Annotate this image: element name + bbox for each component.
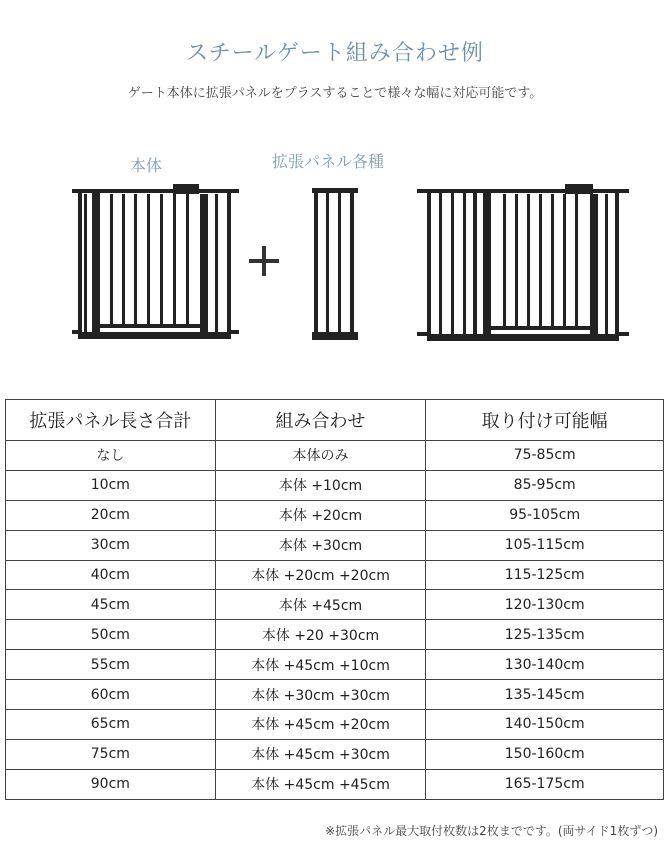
combination-table: [5, 399, 664, 800]
table-row: [6, 769, 664, 799]
cell-panel-length: 40cm: [6, 560, 216, 590]
main-body-label: 本体: [130, 156, 163, 175]
table-header-row: [6, 400, 664, 441]
cell-panel-length: 60cm: [6, 680, 216, 710]
cell-width: 75-85cm: [426, 441, 664, 471]
cell-width: 120-130cm: [426, 590, 664, 620]
cell-width: 115-125cm: [426, 560, 664, 590]
cell-panel-length: 65cm: [6, 710, 216, 740]
cell-width: 130-140cm: [426, 650, 664, 680]
header-installable-width: 取り付け可能幅: [426, 400, 664, 441]
cell-panel-length: 10cm: [6, 470, 216, 500]
table-row: [6, 739, 664, 769]
cell-panel-length: 20cm: [6, 500, 216, 530]
cell-panel-length: 55cm: [6, 650, 216, 680]
table-row: [6, 500, 664, 530]
combined-gate-image: [415, 180, 635, 350]
cell-combination: 本体 +20 +30cm: [215, 620, 426, 650]
table-row: [6, 590, 664, 620]
cell-combination: 本体 +20cm: [215, 500, 426, 530]
cell-panel-length: 45cm: [6, 590, 216, 620]
cell-combination: 本体 +45cm +20cm: [215, 710, 426, 740]
cell-combination: 本体 +45cm +30cm: [215, 739, 426, 769]
cell-width: 85-95cm: [426, 470, 664, 500]
cell-combination: 本体のみ: [215, 441, 426, 471]
plus-icon: [246, 244, 282, 278]
cell-panel-length: 30cm: [6, 530, 216, 560]
cell-panel-length: 75cm: [6, 739, 216, 769]
gate-body-image: [70, 180, 245, 350]
table-row: [6, 470, 664, 500]
cell-width: 165-175cm: [426, 769, 664, 799]
footnote: ※拡張パネル最大取付枚数は2枚までです。(両サイド1枚ずつ): [325, 824, 658, 838]
cell-width: 140-150cm: [426, 710, 664, 740]
panels-label: 拡張パネル各種: [272, 152, 385, 171]
cell-combination: 本体 +45cm +45cm: [215, 769, 426, 799]
cell-width: 105-115cm: [426, 530, 664, 560]
cell-width: 150-160cm: [426, 739, 664, 769]
cell-width: 125-135cm: [426, 620, 664, 650]
table-row: [6, 560, 664, 590]
page-subtitle: ゲート本体に拡張パネルをプラスすることで様々な幅に対応可能です。: [127, 86, 543, 101]
extension-panel-image: [308, 184, 362, 346]
cell-panel-length: 50cm: [6, 620, 216, 650]
table-row: [6, 530, 664, 560]
cell-panel-length: 90cm: [6, 769, 216, 799]
cell-combination: 本体 +20cm +20cm: [215, 560, 426, 590]
cell-combination: 本体 +45cm: [215, 590, 426, 620]
table-row: [6, 680, 664, 710]
cell-combination: 本体 +10cm: [215, 470, 426, 500]
table-row: [6, 620, 664, 650]
table-row: [6, 710, 664, 740]
table-row: [6, 441, 664, 471]
cell-combination: 本体 +30cm +30cm: [215, 680, 426, 710]
page-title: スチールゲート組み合わせ例: [186, 41, 484, 66]
cell-combination: 本体 +30cm: [215, 530, 426, 560]
cell-width: 95-105cm: [426, 500, 664, 530]
table-row: [6, 650, 664, 680]
header-combination: 組み合わせ: [215, 400, 426, 441]
header-panel-length: 拡張パネル長さ合計: [6, 400, 216, 441]
cell-width: 135-145cm: [426, 680, 664, 710]
cell-panel-length: なし: [6, 441, 216, 471]
cell-combination: 本体 +45cm +10cm: [215, 650, 426, 680]
